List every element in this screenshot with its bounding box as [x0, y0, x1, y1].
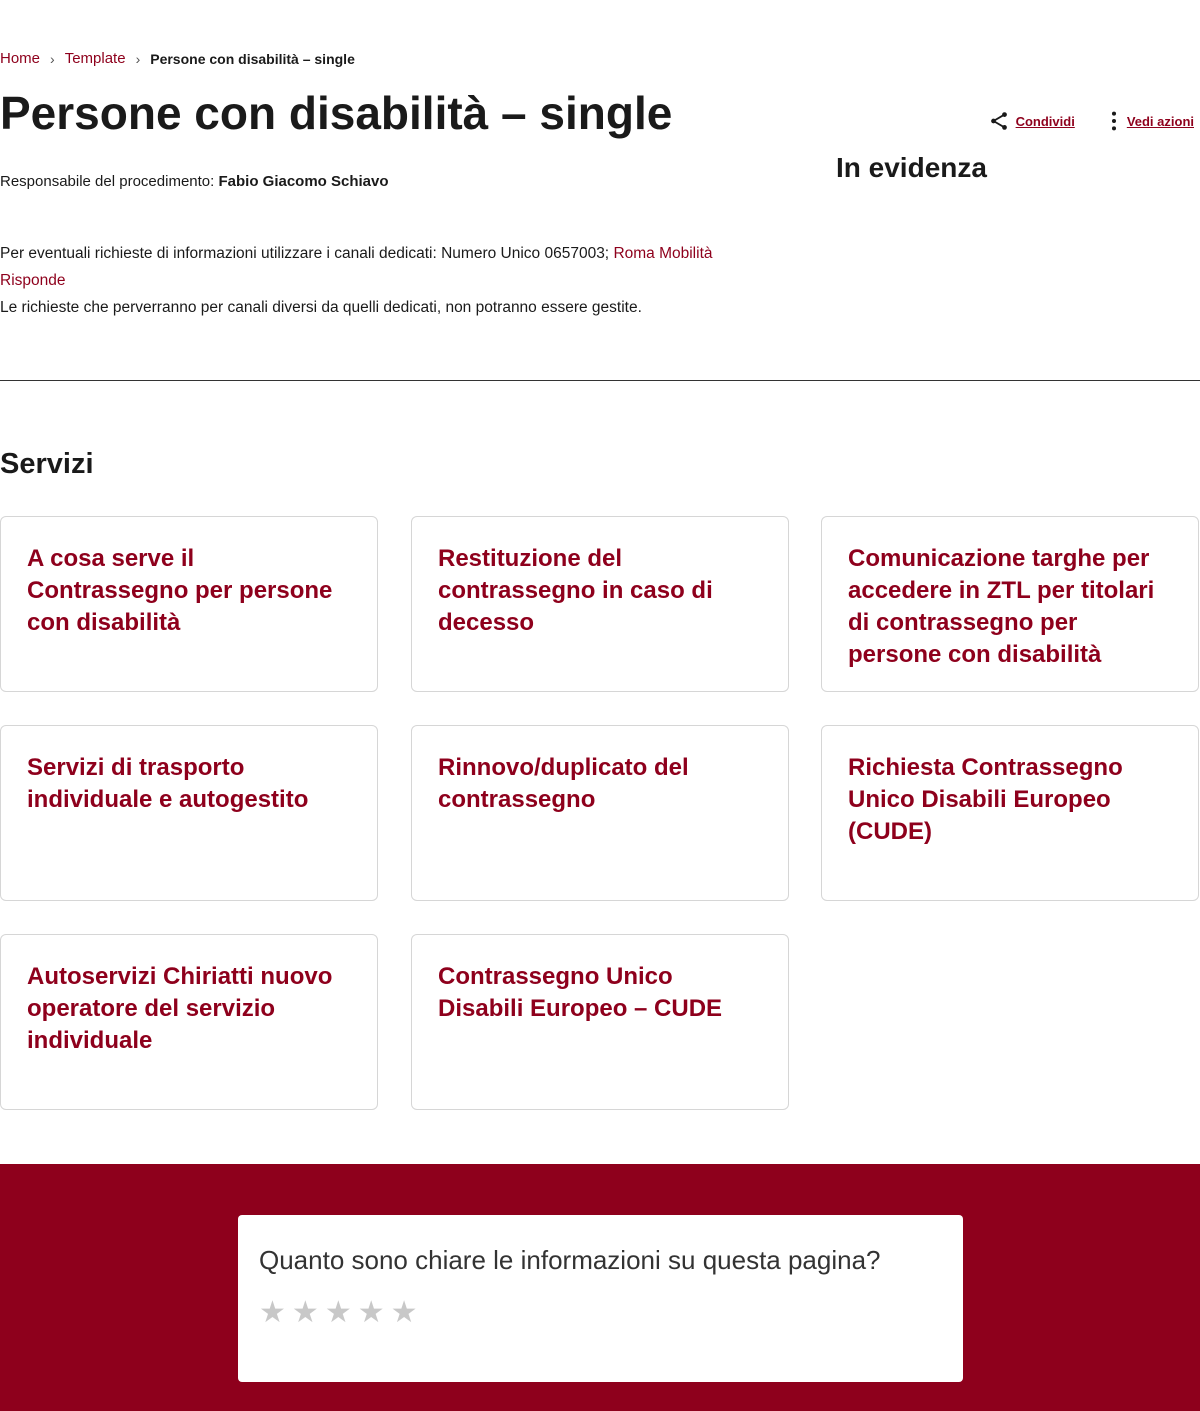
page-title: Persone con disabilità – single — [0, 87, 673, 139]
breadcrumb-home-link[interactable]: Home — [0, 50, 41, 67]
responsabile-name: Fabio Giacomo Schiavo — [218, 173, 389, 190]
service-card[interactable] — [411, 725, 789, 901]
service-card-title[interactable]: Contrassegno Unico Disabili Europeo – CUDE — [438, 963, 723, 1022]
feedback-question: Quanto sono chiare le informazioni su questa pagina? — [259, 1245, 881, 1275]
servizi-heading: Servizi — [0, 448, 94, 480]
share-icon — [988, 110, 1010, 132]
breadcrumb-current: Persone con disabilità – single — [150, 50, 355, 67]
feedback-section — [0, 1164, 1200, 1411]
service-card[interactable] — [821, 725, 1199, 901]
share-button[interactable] — [988, 110, 1075, 132]
service-card[interactable] — [0, 934, 378, 1110]
roma-mobilita-link[interactable]: Roma Mobilità Risponde — [0, 245, 713, 289]
breadcrumb — [0, 50, 355, 67]
breadcrumb-template-link[interactable]: Template — [64, 50, 126, 67]
share-link[interactable]: Condividi — [1015, 113, 1075, 129]
service-card[interactable] — [411, 516, 789, 692]
service-card-title[interactable]: Autoservizi Chiriatti nuovo operatore del servizio individuale — [27, 963, 333, 1054]
service-card[interactable] — [0, 516, 378, 692]
service-card[interactable] — [411, 934, 789, 1110]
service-card[interactable] — [821, 516, 1199, 692]
star-icon[interactable]: ★ — [357, 1296, 385, 1329]
section-divider — [0, 380, 1200, 381]
service-card-title[interactable]: Richiesta Contrassegno Unico Disabili Europeo (CUDE) — [848, 754, 1123, 845]
responsabile-line — [0, 173, 389, 190]
breadcrumb-separator: › — [135, 50, 141, 67]
star-icon[interactable]: ★ — [324, 1296, 352, 1329]
in-evidenza-heading: In evidenza — [836, 152, 987, 183]
service-card-title[interactable]: A cosa serve il Contrassegno per persone con disabilità — [27, 545, 333, 636]
feedback-card — [238, 1215, 963, 1382]
service-card[interactable] — [0, 725, 378, 901]
service-card-title[interactable]: Comunicazione targhe per accedere in ZTL per titolari di contrassegno per persone con disabilità — [848, 545, 1155, 668]
star-icon[interactable]: ★ — [390, 1296, 418, 1329]
service-card-title[interactable]: Servizi di trasporto individuale e autogestito — [27, 754, 309, 813]
page-actions — [988, 110, 1194, 132]
more-actions-link[interactable]: Vedi azioni — [1126, 113, 1194, 129]
info-text: Per eventuali richieste di informazioni utilizzare i canali dedicati: Numero Unico 0657003; — [0, 245, 614, 262]
responsabile-label: Responsabile del procedimento: — [0, 173, 215, 190]
service-card-title[interactable]: Rinnovo/duplicato del contrassegno — [438, 754, 689, 813]
breadcrumb-separator: › — [50, 50, 55, 67]
info-paragraph — [0, 240, 760, 321]
info-note: Le richieste che perverranno per canali diversi da quelli dedicati, non potranno essere gestite. — [0, 299, 642, 316]
star-rating — [259, 1298, 942, 1328]
star-icon[interactable]: ★ — [259, 1296, 286, 1329]
more-actions-button[interactable] — [1107, 110, 1194, 132]
star-icon[interactable]: ★ — [291, 1296, 319, 1329]
vertical-dots-icon — [1107, 110, 1121, 132]
service-card-title[interactable]: Restituzione del contrassegno in caso di decesso — [438, 545, 713, 636]
